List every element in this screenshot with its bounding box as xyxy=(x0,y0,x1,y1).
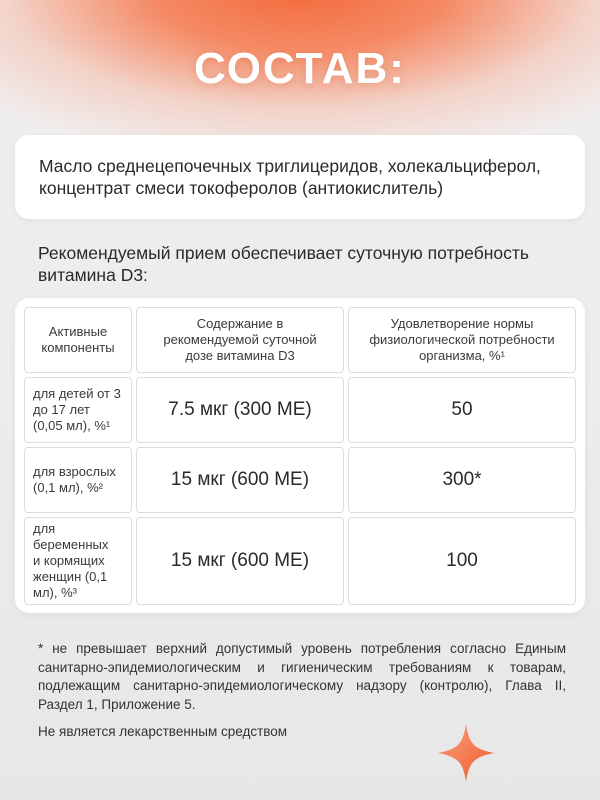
sparkle-star-icon xyxy=(436,722,496,784)
table-header-dose: Содержание в рекомендуемой суточной дозе витамина D3 xyxy=(136,307,344,373)
row-dose-adults: 15 мкг (600 МЕ) xyxy=(136,447,344,513)
row-dose-children: 7.5 мкг (300 МЕ) xyxy=(136,377,344,443)
page-title: СОСТАВ: xyxy=(194,44,406,93)
table-header-components: Активные компоненты xyxy=(24,307,132,373)
row-percent-children: 50 xyxy=(348,377,576,443)
table-header-percent: Удовлетворение нормы физиологической потребности организма, %¹ xyxy=(348,307,576,373)
footnote-text: * не превышает верхний допустимый уровень потребления согласно Единым санитарно-эпидемиологическим и гигиеническим требованиям к товарам, подлежащим санитарно-эпидемиологическому надзору (контролю), Глава II, Раздел 1, Приложение 5. xyxy=(38,641,566,712)
disclaimer-text: Не является лекарственным средством xyxy=(38,724,288,739)
ingredients-card xyxy=(15,135,585,219)
row-label-pregnant: для беременных и кормящих женщин (0,1 мл), %³ xyxy=(24,517,132,605)
row-percent-pregnant: 100 xyxy=(348,517,576,605)
row-dose-pregnant: 15 мкг (600 МЕ) xyxy=(136,517,344,605)
row-label-children: для детей от 3 до 17 лет (0,05 мл), %¹ xyxy=(24,377,132,443)
row-percent-adults: 300* xyxy=(348,447,576,513)
ingredients-text: Масло среднецепочечных триглицеридов, холекальциферол, концентрат смеси токоферолов (антиокислитель) xyxy=(39,156,541,198)
dosage-table xyxy=(15,298,585,613)
row-label-adults: для взрослых (0,1 мл), %² xyxy=(24,447,132,513)
intake-intro-text: Рекомендуемый прием обеспечивает суточную потребность витамина D3: xyxy=(38,243,530,285)
